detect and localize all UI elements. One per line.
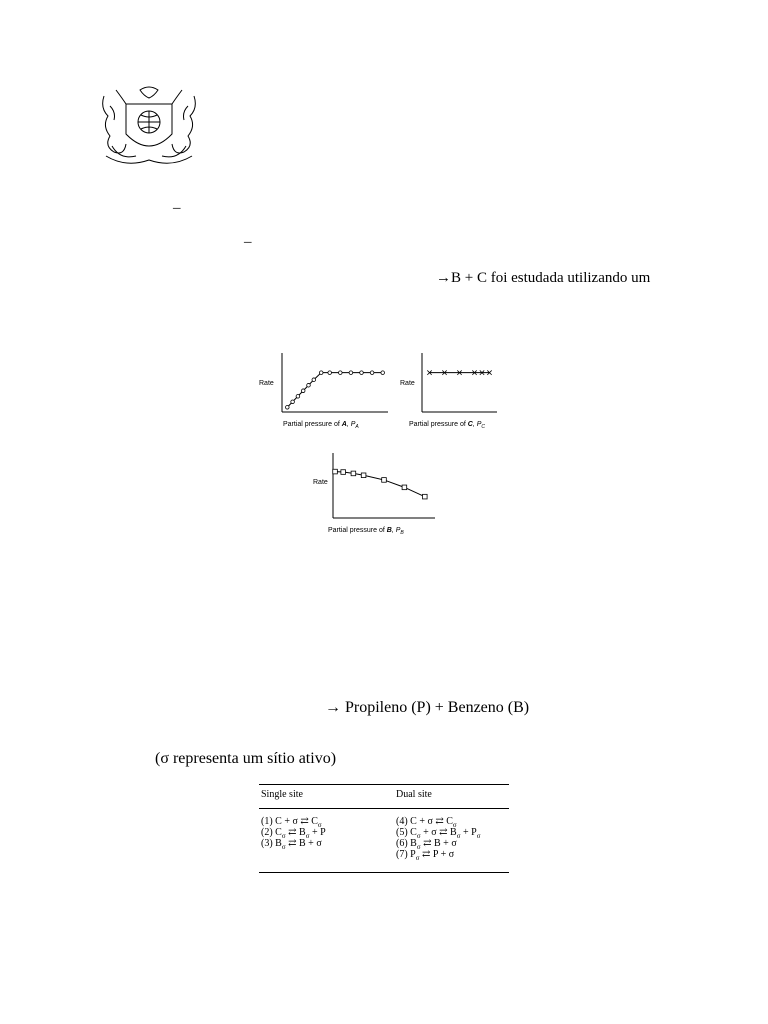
mechanism-step: (6) $B_\sigma$ ⇄ B + σ xyxy=(396,838,457,851)
rate-vs-pb-chart xyxy=(310,450,445,542)
plot-area xyxy=(333,469,427,499)
table-rule xyxy=(259,784,509,785)
y-axis-label: Rate xyxy=(259,380,274,387)
data-point xyxy=(286,405,290,409)
reaction-text: → Propileno (P) + Benzeno (B) xyxy=(325,699,530,716)
data-point xyxy=(307,383,311,387)
y-axis-label: Rate xyxy=(313,479,328,486)
data-point xyxy=(423,494,428,499)
data-point xyxy=(328,371,332,375)
data-point xyxy=(333,469,338,474)
table-rule xyxy=(259,808,509,809)
data-point xyxy=(381,371,385,375)
series-line xyxy=(335,472,425,497)
data-point xyxy=(296,394,300,398)
data-point xyxy=(319,371,323,375)
university-crest-icon xyxy=(96,86,202,168)
header-single-site: Single site xyxy=(261,789,303,800)
mechanism-step: (5) $C_\sigma + \sigma$ ⇄ $B_\sigma + P_\sigma$ xyxy=(396,827,481,840)
plot-area xyxy=(286,371,385,409)
mechanism-step: (4) C + σ ⇄ $C_\sigma$ xyxy=(396,816,457,829)
data-point xyxy=(312,378,316,382)
x-axis-label: Partial pressure of B, $P_B$ xyxy=(328,527,404,536)
mechanism-step: (7) $P_\sigma$ ⇄ P + σ xyxy=(396,849,455,862)
dash-mark: – xyxy=(244,234,252,250)
plot-area xyxy=(427,370,491,374)
data-point xyxy=(370,371,374,375)
data-point xyxy=(360,371,364,375)
mechanism-step: (3) $B_\sigma$ ⇄ B + σ xyxy=(261,838,322,851)
data-point xyxy=(402,485,407,490)
reaction-text: →B + C foi estudada utilizando um xyxy=(436,270,651,286)
dash-mark: – xyxy=(173,200,181,216)
data-point xyxy=(301,389,305,393)
x-axis-label: Partial pressure of C, $P_C$ xyxy=(409,421,485,430)
mechanism-step: (1) C + σ ⇄ $C_\sigma$ xyxy=(261,816,322,829)
mechanism-step: (2) $C_\sigma$ ⇄ $B_\sigma + P$ xyxy=(261,827,326,840)
rate-vs-pa-chart xyxy=(255,348,395,433)
x-axis-label: Partial pressure of A, $P_A$ xyxy=(283,421,359,430)
sigma-note: (σ representa um sítio ativo) xyxy=(155,750,337,767)
y-axis-label: Rate xyxy=(400,380,415,387)
data-point xyxy=(291,400,295,404)
mechanism-table xyxy=(259,780,509,876)
data-point xyxy=(382,478,387,483)
rate-vs-pc-chart xyxy=(397,348,522,433)
table-rule xyxy=(259,872,509,873)
data-point xyxy=(361,473,366,478)
data-point xyxy=(351,471,356,476)
data-point xyxy=(339,371,343,375)
header-dual-site: Dual site xyxy=(396,789,432,800)
data-point xyxy=(349,371,353,375)
data-point xyxy=(341,470,346,475)
